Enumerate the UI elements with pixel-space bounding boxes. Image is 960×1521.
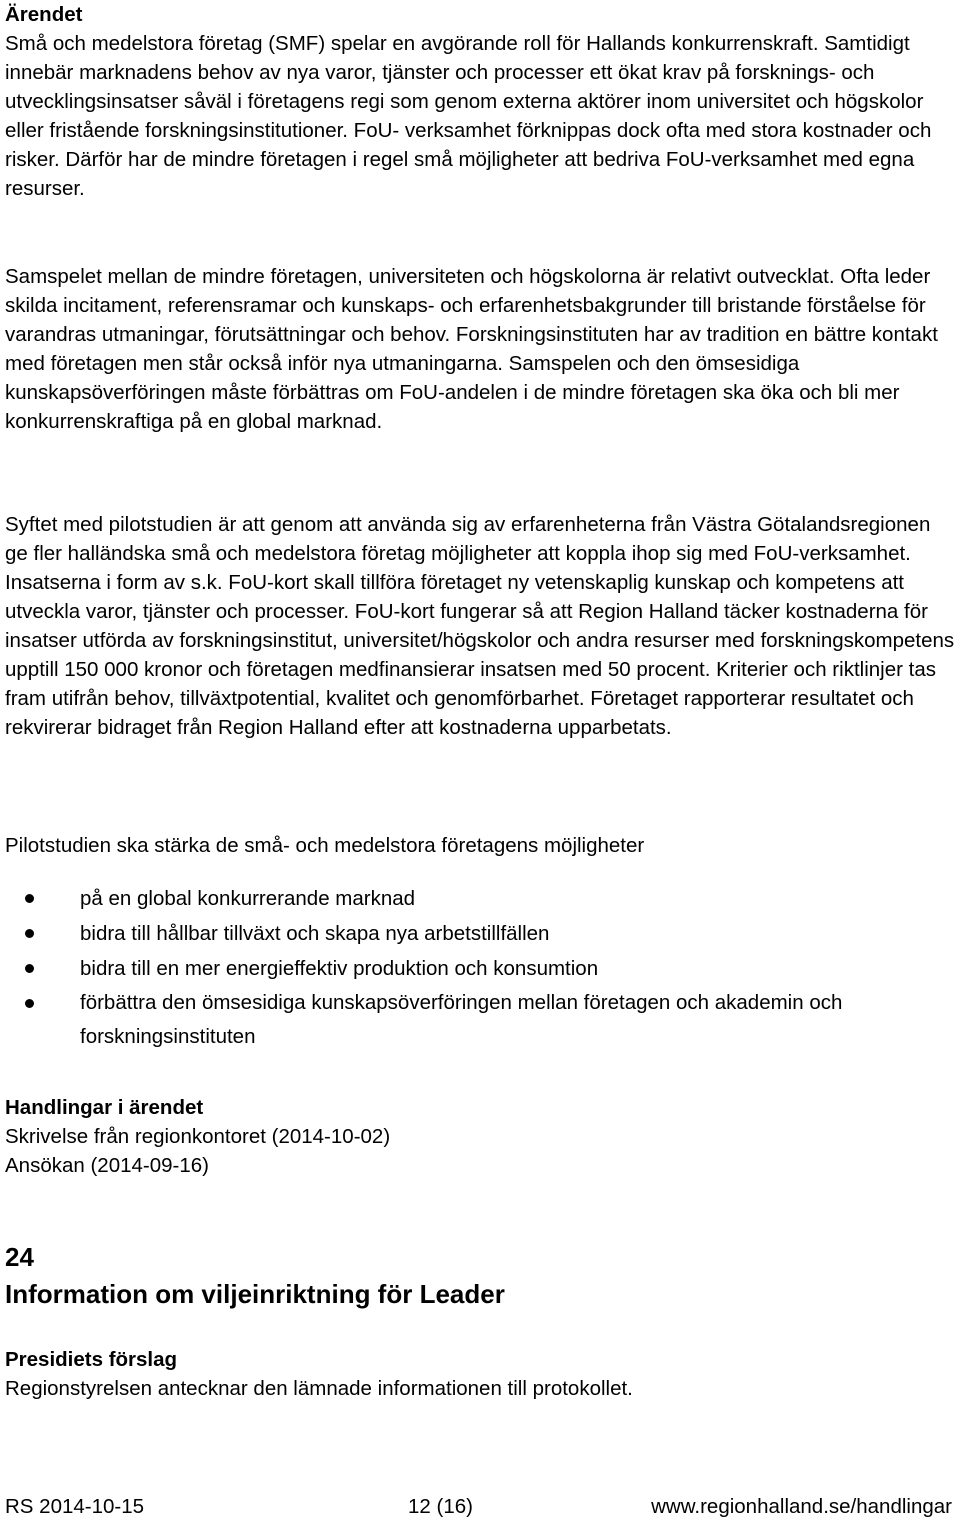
list-item-text: bidra till en mer energieffektiv produktion och konsumtion [80,957,599,980]
handlingar-heading: Handlingar i ärendet [5,1096,204,1119]
paragraph-samspelet: Samspelet mellan de mindre företagen, universiteten och högskolorna är relativt outvecklat. Ofta leder skilda incitament, referensramar och kunskaps- och erfarenhetsbakgrunder till bristande förståelse för varandras utmaningar, förutsättningar och behov. Forskningsinstituten har av tradition en bättre kontakt med företagen men står också inför nya utmaningarna. Samspelen och den ömsesidiga kunskapsöverföringen måste förbättras om FoU-andelen i de mindre företagen ska öka och bli mer konkurrenskraftiga på en global marknad. [5,265,938,433]
list-item [0,951,930,986]
paragraph-smf-intro: Små och medelstora företag (SMF) spelar en avgörande roll för Hallands konkurrenskraft. Samtidigt innebär marknadens behov av nya varor, tjänster och processer ett ökat krav på forsknings- och utvecklingsinsatser såväl i företagens regi som genom externa aktörer inom universitet och högskolor eller fristående forskningsinstitutioner. FoU- verksamhet förknippas dock ofta med stora kostnader och risker. Därför har de mindre företagen i regel små möjligheter att bedriva FoU-verksamhet med egna resurser. [5,32,932,200]
section-heading-arendet: Ärendet [5,3,83,26]
list-item-text: förbättra den ömsesidiga kunskapsöverföringen mellan företagen och akademin och forskningsinstituten [80,991,843,1048]
list-item [0,916,930,951]
item-number: 24 [5,1242,34,1272]
footer-date: RS 2014-10-15 [5,1495,145,1518]
bullet-dot-icon [25,999,34,1008]
paragraph-pilotstudien: Pilotstudien ska stärka de små- och medelstora företagens möjligheter [5,834,645,857]
list-item [0,986,870,1054]
paragraph-syftet: Syftet med pilotstudien är att genom att använda sig av erfarenheterna från Västra Götalandsregionen ge fler halländska små och medelstora företag möjligheter att koppla ihop sig med FoU-verksamhet. Insatserna i form av s.k. FoU-kort skall tillföra företaget ny vetenskaplig kunskap och kompetens att utveckla varor, tjänster och processer. FoU-kort fungerar så att Region Halland täcker kostnaderna för insatser utförda av forskningsinstitut, universitet/högskolor och andra resurser med forskningskompetens upptill 150 000 kronor och företagen medfinansierar insatsen med 50 procent. Kriterier och riktlinjer tas fram utifrån behov, tillväxtpotential, kvalitet och genomförbarhet. Företaget rapporterar resultatet och rekvirerar bidraget från Region Halland efter att kostnaderna upparbetats. [5,513,955,739]
footer-page-number: 12 (16) [408,1495,473,1518]
bullet-dot-icon [25,894,34,903]
list-item-text: på en global konkurrerande marknad [80,887,416,910]
footer-url: www.regionhalland.se/handlingar [651,1495,952,1518]
list-item-text: bidra till hållbar tillväxt och skapa nya arbetstillfällen [80,922,550,945]
handlingar-item: Ansökan (2014-09-16) [5,1154,209,1177]
item-title: Information om viljeinriktning för Leader [5,1279,505,1309]
bullet-dot-icon [25,929,34,938]
handlingar-item: Skrivelse från regionkontoret (2014-10-02) [5,1125,391,1148]
list-item [0,881,930,916]
presidiets-forslag-heading: Presidiets förslag [5,1348,178,1371]
presidiets-forslag-text: Regionstyrelsen antecknar den lämnade informationen till protokollet. [5,1377,633,1400]
bullet-dot-icon [25,964,34,973]
bullet-list [0,881,930,1054]
